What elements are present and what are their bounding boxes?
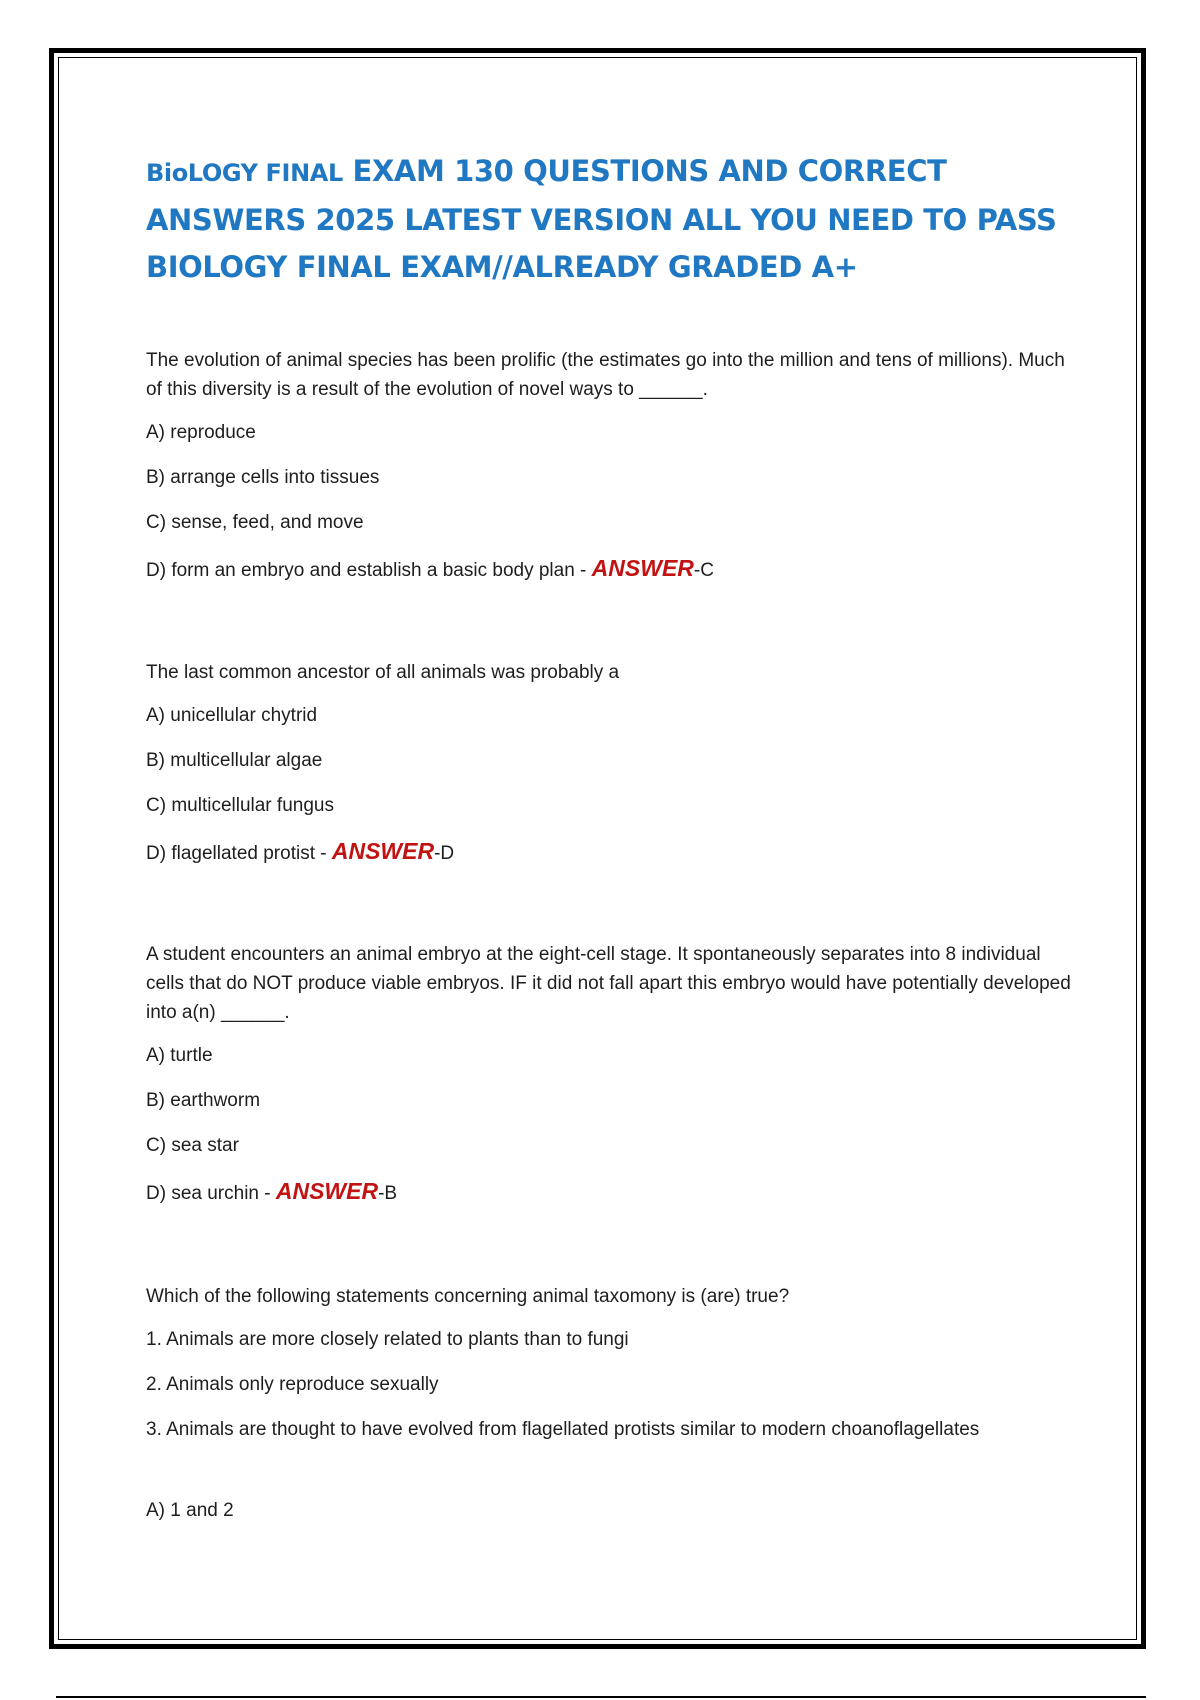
answer-label: ANSWER xyxy=(275,1178,379,1204)
question-2-option-d xyxy=(146,837,1076,868)
question-3-option-d xyxy=(146,1177,1076,1208)
question-1-option-a: A) reproduce xyxy=(146,422,256,443)
question-4 xyxy=(146,1282,1076,1542)
question-1 xyxy=(146,346,1076,602)
bottom-divider xyxy=(56,1696,1146,1698)
question-3 xyxy=(146,940,1076,1225)
question-4-option-a: A) 1 and 2 xyxy=(146,1500,234,1521)
question-3-answer: -B xyxy=(378,1183,398,1204)
question-4-statement-3: 3. Animals are thought to have evolved from flagellated protists similar to modern choanoflagellates xyxy=(146,1419,980,1440)
question-2 xyxy=(146,658,1076,885)
question-2-text: The last common ancestor of all animals was probably a xyxy=(146,662,620,683)
question-4-statement-2: 2. Animals only reproduce sexually xyxy=(146,1374,439,1395)
answer-label: ANSWER xyxy=(591,555,694,581)
question-2-option-b: B) multicellular algae xyxy=(146,750,323,771)
question-4-text: Which of the following statements concerning animal taxomony is (are) true? xyxy=(146,1286,790,1307)
question-1-option-c: C) sense, feed, and move xyxy=(146,512,364,533)
question-3-option-b: B) earthworm xyxy=(146,1090,261,1111)
question-1-text: The evolution of animal species has been prolific (the estimates go into the million and tens of millions). Much of this diversity is a result of the evolution of novel ways to ______. xyxy=(146,350,1065,400)
question-2-option-a: A) unicellular chytrid xyxy=(146,705,318,726)
question-1-answer: -C xyxy=(693,560,714,581)
question-1-option-d xyxy=(146,554,1076,585)
question-1-option-b: B) arrange cells into tissues xyxy=(146,467,380,488)
question-3-text: A student encounters an animal embryo at the eight-cell stage. It spontaneously separates into 8 individual cells that do NOT produce viable embryos. IF it did not fall apart this embryo would have potentially developed into a(n) ______. xyxy=(146,944,1071,1023)
question-3-option-d-text: D) sea urchin - xyxy=(146,1183,276,1204)
document-title: BioLOGY FINAL EXAM 130 QUESTIONS AND CORRECT ANSWERS 2025 LATEST VERSION ALL YOU NEED TO PASS BIOLOGY FINAL EXAM//ALREADY GRADED A+ xyxy=(146,154,1057,284)
question-3-option-a: A) turtle xyxy=(146,1045,213,1066)
answer-label: ANSWER xyxy=(331,838,435,864)
document-body xyxy=(146,148,1076,1521)
question-2-option-c: C) multicellular fungus xyxy=(146,795,334,816)
question-3-option-c: C) sea star xyxy=(146,1135,239,1156)
question-4-statement-1: 1. Animals are more closely related to plants than to fungi xyxy=(146,1329,629,1350)
question-2-option-d-text: D) flagellated protist - xyxy=(146,843,332,864)
question-1-option-d-text: D) form an embryo and establish a basic body plan - xyxy=(146,560,592,581)
question-2-answer: -D xyxy=(434,843,455,864)
